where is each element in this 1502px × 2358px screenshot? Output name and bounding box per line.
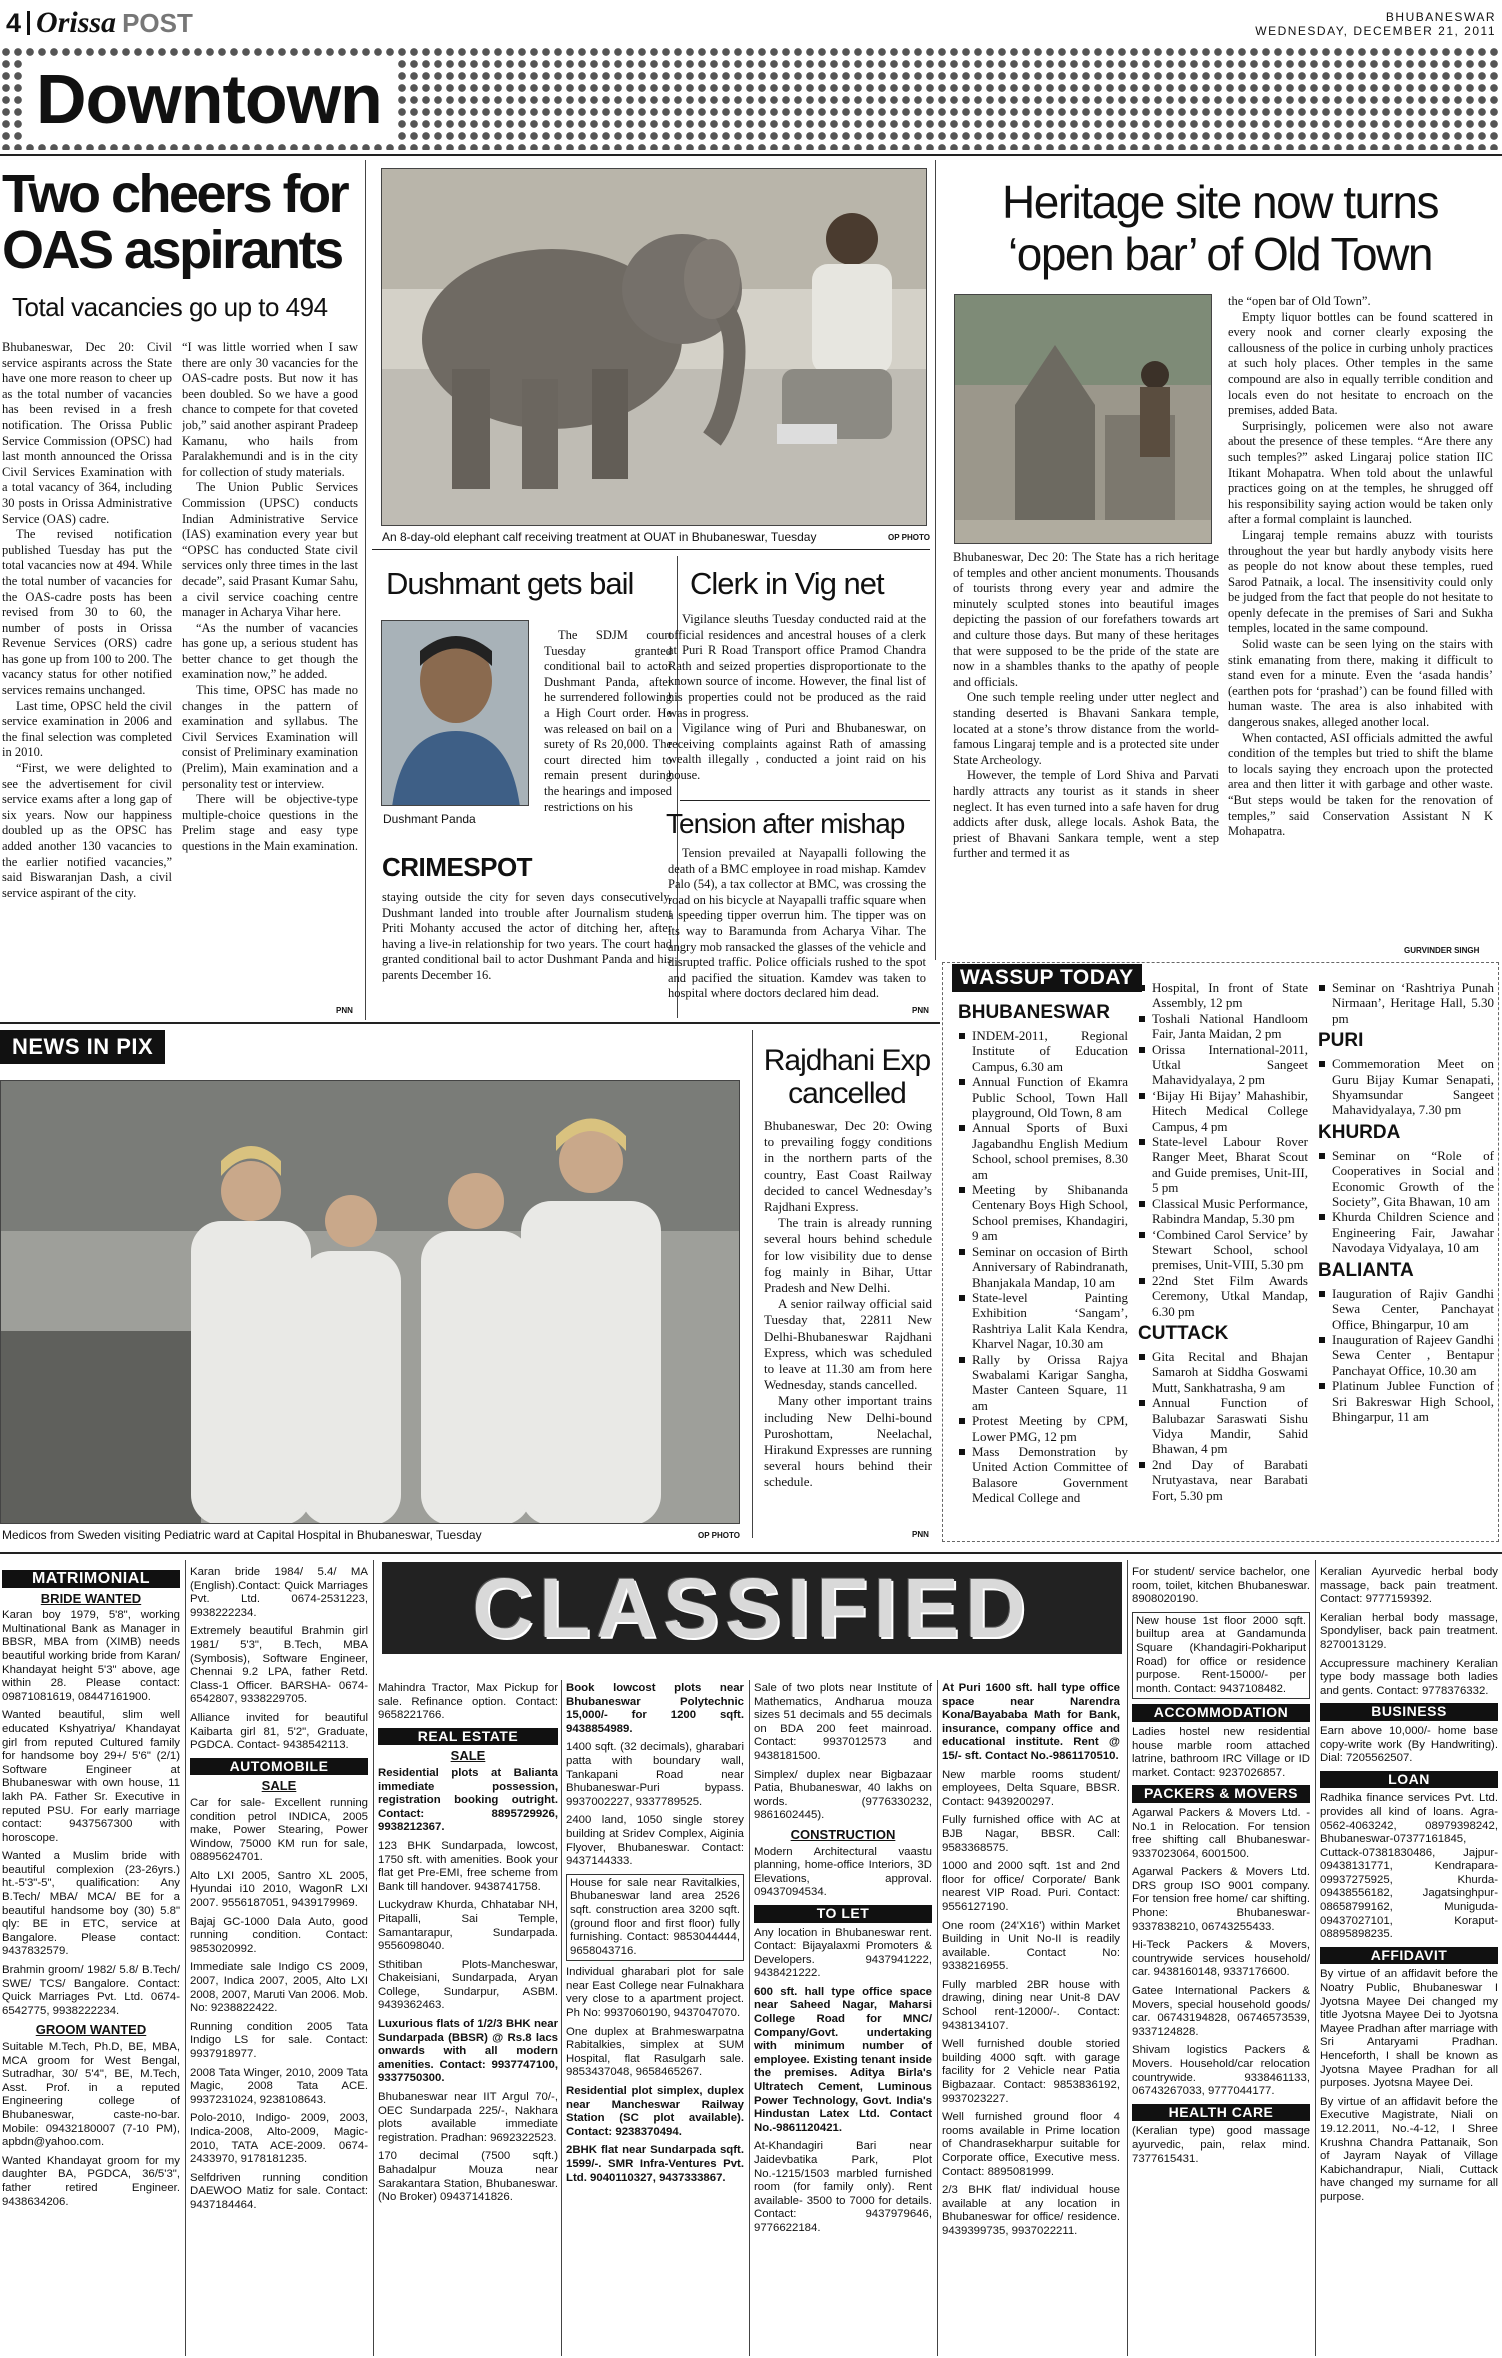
bride-wanted-header: BRIDE WANTED — [40, 1590, 142, 1606]
classified-ad: Suitable M.Tech, Ph.D, BE, MBA, MCA groom for West Bengal, Sutradhar, 30/ 5'4", BE, M.Tech, Asst. Prof. in a reputed Engineering college of Bhubaneswar, caste-no-bar. Mobile: 09432180007 (7-10 PM), apbdn@yahoo.com. — [2, 2041, 180, 2149]
event-item: State-level Labour Rover Ranger Meet, Bharat Scout and Guide premises, Unit-III, 5 pm — [1138, 1134, 1308, 1196]
wassup-place-khurda: KHURDA — [1318, 1121, 1401, 1143]
wassup-column-2 — [1138, 980, 1308, 1540]
wassup-place-cuttack: CUTTACK — [1138, 1322, 1229, 1344]
event-item: Seminar on ‘Rashtriya Punah Nirmaan’, Heritage Hall, 5.30 pm — [1318, 980, 1494, 1026]
sale-header: SALE — [261, 1778, 297, 1794]
classified-ad: Bhubaneswar near IIT Argul 70/-, OEC Sundarpada 225/-, Nakhara plots available immediate registration. Pradhan: 9692322523. — [378, 2091, 558, 2144]
classified-banner-text: CLASSIFIED — [472, 1562, 1032, 1654]
event-item: State-level Painting Exhibition ‘Sangam’, Rashtriya Lalit Kala Kendra, Kharvel Nagar, 10.30 am — [958, 1290, 1128, 1352]
classified-ad: 2008 Tata Winger, 2010, 2009 Tata Magic, 2008 Tata ACE. 9937231024, 9238108643. — [190, 2066, 368, 2106]
classified-ad-boxed: New house 1st floor 2000 sqft. builtup area at Gandamunda Square (Khandagiri-Pokhariput Road) for office or residence purpose. Rent-15000/- per month. Contact: 9437108482. — [1132, 1612, 1310, 1700]
classified-ad: Running condition 2005 Tata Indigo LS for sale. Contact: 9937918977. — [190, 2020, 368, 2060]
paper-name: Orissa — [36, 6, 117, 39]
vig-text: Vigilance sleuths Tuesday conducted raid at the official residences and ancestral houses of a clerk at Puri R Road Transport office Pramod Chandra Rath and seized properties disproportionate to the known source of income. However, the final list of his properties could not be produced as the raid was in progress. Vigilance wing of Puri and Bhubaneswar, on receiving complaints against Rath of amassing wealth illegally , conducted a joint raid on his house. — [668, 612, 926, 782]
classified-ad: Book lowcost plots near Bhubaneswar Polytechnic 15,000/- for 1200 sqft. 9438854989. — [566, 1682, 744, 1735]
wassup-place-balianta: BALIANTA — [1318, 1259, 1414, 1281]
elephant-credit: OP PHOTO — [888, 533, 930, 542]
oas-column-2: “I was little worried when I saw there are only 30 vacancies for the OAS-cadre posts. But now it has been doubled. So we have a good chance to compete for that coveted job,” said another aspirant Pradeep Kamanu, who hails from Paralakhemundi and is in the city for collection of study materials. The Union Public Services Commission (UPSC) conducts Indian Administrative Service (IAS) examination every year but “OPSC has conducted State civil services only three times in the last decade”, said Prasant Kumar Sahu, a civil service coaching centre manager in Acharya Vihar here. “As the number of vacancies has gone up, a serious student has better chance to get though the examination now,” he added. This time, OPSC has made no changes in the pattern of examination and syllabus. The Civil Services Examination will consist of Preliminary examination (Prelim), Main examination and a personality test or interview. There will be objective-type multiple-choice questions in the Prelim stage and easy type questions in the Main examination. — [182, 340, 358, 853]
classified-ad: Karan boy 1979, 5'8", working Multinational Bank as Manager in BBSR, MBA from (XIMB) needs beautiful working bride from Karan/ Khandayat height 5'3" above, age within 28. Please contact: 09871081619, 08447161900. — [2, 1609, 180, 1703]
classified-ad: 2400 land, 1050 single storey building at Sridev Complex, Aiginia Flyover, Bhubaneswar. Contact: 9437144333. — [566, 1814, 744, 1868]
event-item: Toshali National Handloom Fair, Janta Maidan, 2 pm — [1138, 1011, 1308, 1042]
classified-ad: Sthitiban Plots-Mancheswar, Chakeisiani, Sundarpada, Aryan College, Sundarpur, ASBM. 9439362463. — [378, 1958, 558, 2012]
classified-ad: Karan bride 1984/ 5.4/ MA (English).Contact: Quick Marriages Pvt. Ltd. 0674-2531223, 9938222234. — [190, 1566, 368, 1619]
event-item: Annual Function of Balubazar Saraswati Sishu Vidya Mandir, Sahid Bhawan, 4 pm — [1138, 1395, 1308, 1457]
event-item: INDEM-2011, Regional Institute of Education Campus, 6.30 am — [958, 1028, 1128, 1074]
elephant-photo-illustration — [382, 169, 927, 526]
sale-header: SALE — [450, 1748, 486, 1764]
classified-ad: Accupressure machinery Keralian type body massage both ladies and gents. Contact: 9778376332. — [1320, 1657, 1498, 1697]
classified-ad: Earn above 10,000/- home base copy-write work (By Handwriting). Dial: 7205562507. — [1320, 1724, 1498, 1765]
dushmant-caption: Dushmant Panda — [383, 812, 476, 826]
classified-ad: Mahindra Tractor, Max Pickup for sale. Refinance option. Contact: 9658221766. — [378, 1682, 558, 1722]
classified-ad: By virtue of an affidavit before the Executive Magistrate, Niali on 19.12.2011, No.-4-12, I Shree Krushna Chandra Pattanaik, Son of Jayram Nayak of Village Kabichandrapur, Niali, Cuttack have changed my surname for all purpose. — [1320, 2095, 1498, 2203]
classified-ad: Simplex/ duplex near Bigbazaar Patia, Bhubaneswar, 40 lakhs on words. (9776330232, 9861602445). — [754, 1768, 932, 1822]
temple-photo — [954, 294, 1212, 544]
classified-ad: Selfdriven running condition DAEWOO Matiz for sale. Contact: 9437184464. — [190, 2171, 368, 2211]
wassup-place-bhubaneswar: BHUBANESWAR — [958, 1002, 1110, 1023]
classified-ad: Fully marbled 2BR house with drawing, dining near Unit-8 DAV School rent-12000/-. Contact: 9438134107. — [942, 1978, 1120, 2032]
classified-ad: Individual gharabari plot for sale near East College near Fulnakhara very close to a apartment project. Ph No: 9937060190, 9437047070. — [566, 1966, 744, 2020]
classified-ad: Wanted Khandayat groom for my daughter BA, PGDCA, 36/5'3", father retired Engineer. 9438634206. — [2, 2154, 180, 2208]
classified-col-2 — [190, 1566, 368, 2356]
classified-ad: One room (24'X16') within Market Building in Unit No-II is readily available. Contact No: 9338216955. — [942, 1919, 1120, 1973]
classified-ad: (Keralian type) good massage ayurvedic, pain, relax mind. 7377615431. — [1132, 2125, 1310, 2165]
classified-col-3 — [378, 1682, 558, 2356]
classified-ad: Modern Architectural vaastu planning, home-office Interiors, 3D Elevations, approval. 09437094534. — [754, 1845, 932, 1899]
page-number: 4 — [6, 7, 22, 38]
oas-credit: PNN — [336, 1006, 353, 1015]
classified-ad: Gatee International Packers & Movers, special household goods/ car. 06743194828, 06746573539, 9337124828. — [1132, 1985, 1310, 2038]
automobile-header: AUTOMOBILE — [190, 1758, 368, 1776]
classified-ad: Luckydraw Khurda, Chhatabar NH, Pitapalli, Sai Temple, Samantarapur, Sundarpada. 9556098040. — [378, 1899, 558, 1953]
classified-col-1 — [2, 1566, 180, 2356]
classified-col-5 — [754, 1682, 932, 2356]
classified-col-7 — [1132, 1566, 1310, 2356]
classified-ad: Bajaj GC-1000 Dala Auto, good running condition. Contact: 9853020992. — [190, 1915, 368, 1955]
classified-ad: Polo-2010, Indigo- 2009, 2003, Indica-2008, Alto-2009, Magic-2010, TATA ACE-2009. 0674-2433970, 9178181235. — [190, 2112, 368, 2166]
elephant-photo — [381, 168, 927, 526]
classified-ad: Sale of two plots near Institute of Mathematics, Andharua mouza sizes 51 decimals and 55 decimals on BDA 200 feet mainroad. Contact: 9937012573 and 9438181500. — [754, 1682, 932, 1762]
classified-banner — [382, 1562, 1122, 1654]
tension-headline: Tension after mishap — [666, 808, 905, 839]
classified-ad: Brahmin groom/ 1982/ 5.8/ B.Tech/ SWE/ TCS/ Bangalore. Contact: Quick Marriages Pvt. Ltd. 0674-6542775, 9938222234. — [2, 1964, 180, 2017]
classified-ad: Fully furnished office with AC at BJB Nagar, BBSR. Call: 9583368575. — [942, 1814, 1120, 1854]
classified-ad: Ladies hostel new residential house marble room attached latrine, bathroom IRC Village or ID market. Contact: 9237026857. — [1132, 1725, 1310, 1779]
event-item: ‘Combined Carol Service’ by Stewart School, school premises, Unit-VIII, 5.30 pm — [1138, 1227, 1308, 1273]
event-item: Meeting by Shibananda Centenary Boys High School, School premises, Khandagiri, 9 am — [958, 1182, 1128, 1244]
classified-ad-boxed: House for sale near Ravitalkies, Bhubaneswar land area 2526 sqft. construction area 3200 sqft. (ground floor and first floor) fully furnishing. Contact: 9853044444, 9658043716. — [566, 1874, 744, 1962]
classified-ad: 600 sft. hall type office space near Saheed Nagar, Maharsi College Road for MNC/ Company/Govt. undertaking with minimum number of employee. Existing tenant inside the premises. Aditya Birla's Ultratech Cement, Luminous Power Technology, Govt. India's Hindustan Latex Ltd. Contact No.-9861120421. — [754, 1985, 932, 2134]
classified-ad: Well furnished double storied building 4000 sqft. with garage facility for 2 Vehicle near Patia Bigbazaar. Contact: 9853836192, 9937023227. — [942, 2038, 1120, 2105]
rajdhani-text: Bhubaneswar, Dec 20: Owing to prevailing foggy conditions in the northern parts of the country, East Coast Railway decided to cancel Wednesday’s Rajdhani Express. The train is already running several hours behind schedule for low visibility due to dense fog mainly in Bihar, Uttar Pradesh and New Delhi. A senior railway official said Tuesday that, 22811 New Delhi-Bhubaneswar Rajdhani Express, which was scheduled to leave at 11.30 am from here Wednesday, stands cancelled. Many other important trains including New Delhi-bound Puroshottam, Neelachal, Hirakund Expresses are running several hours behind their schedule. — [764, 1118, 932, 1490]
classified-col-4 — [566, 1682, 744, 2356]
classified-ad: For student/ service bachelor, one room, toilet, kitchen Bhubaneswar. 8908020190. — [1132, 1566, 1310, 1606]
classified-ad: Radhika finance services Pvt. Ltd. provides all kind of loans. Agra-0562-4063242, 08979398242, Bhubaneswar-07377161845, Cuttack-07381830486, Jajpur-09438131771, Kendrapara-09937275925, Khurda-09438556182, Jagatsinghpur-08658799162, Muniguda-09437027101, Koraput-08895898235. — [1320, 1792, 1498, 1941]
medicos-caption: Medicos from Sweden visiting Pediatric ward at Capital Hospital in Bhubaneswar, Tuesday — [2, 1528, 482, 1542]
classified-ad: Well furnished ground floor 4 rooms available in Prime location of Chandrasekharpur suitable for Corporate office, Executive mess. Contact: 8895081999. — [942, 2111, 1120, 2178]
dushmant-photo — [381, 620, 529, 806]
classified-ad: Agarwal Packers & Movers Ltd. - No.1 in Relocation. For tension free shifting call Bhubaneswar- 9337023064, 6001500. — [1132, 1806, 1310, 1860]
affidavit-header: AFFIDAVIT — [1320, 1947, 1498, 1965]
newsinpix-label: NEWS IN PIX — [0, 1030, 165, 1064]
packers-header: PACKERS & MOVERS — [1132, 1785, 1310, 1803]
classified-col-8 — [1320, 1566, 1498, 2356]
event-item: Protest Meeting by CPM, Lower PMG, 12 pm — [958, 1413, 1128, 1444]
classified-ad: 1000 and 2000 sqft. 1st and 2nd floor for office/ Corporate/ Bank nearest VIP Road. Puri. Contact: 9556127190. — [942, 1860, 1120, 1913]
classified-ad: Shivam logistics Packers & Movers. Household/car relocation countrywide. 9338461133, 06743267033, 9777044177. — [1132, 2044, 1310, 2098]
elephant-caption: An 8-day-old elephant calf receiving treatment at OUAT in Bhubaneswar, Tuesday — [382, 530, 817, 544]
wassup-label: WASSUP TODAY — [952, 964, 1142, 992]
oas-column-1: Bhubaneswar, Dec 20: Civil service aspirants across the State have one more reason to cheer up as the total number of vacancies has been revised in a fresh notification. The Orissa Public Service Commission (OPSC) had last month announced the Orissa Civil Services Examination with a total vacancy of 364, including 30 posts in Orissa Administrative Service (OAS) cadre. The revised notification published Tuesday has put the total vacancies now at 494. While the total number of vacancies for the OAS-cadre posts has been revised from 30 to 60, the number of posts in Orissa Revenue Services (ORS) cadre has gone up from 100 to 200. The vacancy status for other notified services remains unchanged. Last time, OPSC held the civil service examination in 2006 and the final selection was completed in 2010. “First, we were delighted to see the advertisement for civil service exams after a long gap of six years. Now our happiness doubled up as the OPSC has added another 130 vacancies to the earlier notified vacancies,” said Biswaranjan Dash, a civil service aspirant of the city. — [2, 340, 172, 900]
heritage-column-right: the “open bar of Old Town”. Empty liquor bottles can be found scattered in every nook and corner clearly exposing the callousness of the police in curbing unholy practices at such holy places. Other temples in the same compound are also in equally terrible condition and locals even do not hesitate to encroach on the premises, added Bata. Surprisingly, policemen were also not aware about the presence of these temples. “Are there any such temples?” asked Lingaraj police station IIC Itikant Mohapatra. When told about the unlawful practices going on at the temples, he shrugged off his responsibility saying action would be taken only after a formal complaint is launched. Lingaraj temple remains abuzz with tourists throughout the year but hardly anybody visits here as people do not know about these temples, rued Sarod Patnaik, a local. The insensitivity could only be judged from the fact that people do not hesitate to openly defecate in the premises of Sari and Sukha temples, located in the same compound. Solid waste can be seen lying on the stairs with stink emanating from there, making it difficult to stand even for a minute. Even the ‘asada handis’ (earthen pots for ‘prashad’) can be found filled with human waste. The area is also inhabited with dangerous snakes, alleged another local. When contacted, ASI officials admitted the awful condition of the temples but tried to shift the blame to locals saying they encroach upon the protected area and then litter it with garbage and other waste. “But steps would be taken for the renovation of temples,” said Conservation Assistant N K Mohapatra. — [1228, 294, 1493, 839]
classified-ad: 123 BHK Sundarpada, lowcost, 1750 sft. with amenities. Book your flat get Pre-EMI, free scheme from Bank till handover. 9438741758. — [378, 1839, 558, 1893]
classified-ad: 2/3 BHK flat/ individual house available at any location in Bhubaneswar for office/ residence. 9439399735, 9937022211. — [942, 2184, 1120, 2237]
dateline-city: BHUBANESWAR — [1385, 10, 1496, 24]
real-estate-header: REAL ESTATE — [378, 1728, 558, 1746]
event-item: ‘Bijay Hi Bijay’ Mahashibir, Hitech Medical College Campus, 4 pm — [1138, 1088, 1308, 1134]
tension-credit: PNN — [912, 1006, 929, 1015]
tension-text: Tension prevailed at Nayapalli following the death of a BMC employee in road mishap. Kamdev Palo (54), a tax collector at BMC, was crossing the road on his bicycle at Nayapalli traffic square when a speeding tipper overrun him. The tipper was on its way to Baramunda from Acharya Vihar. The angry mob ransacked the glasses of the vehicle and disrupted traffic. Police officials rushed to the spot and pacified the situation. Kamdev was taken to hospital where doctors declared him dead. — [668, 846, 926, 1001]
classified-ad: Keralian Ayurvedic herbal body massage, back pain treatment. Contact: 9777159392. — [1320, 1566, 1498, 1606]
business-header: BUSINESS — [1320, 1703, 1498, 1721]
oas-headline: Two cheers for OAS aspirants — [2, 164, 348, 280]
classified-ad: Any location in Bhubaneswar rent. Contact: Bijayalaxmi Promoters & Developers. 9437941222, 9438421222. — [754, 1926, 932, 1980]
rajdhani-credit: PNN — [912, 1530, 929, 1539]
classified-ad: Alto LXI 2005, Santro XL 2005, Hyundai i10 2010, WagonR LXI 2007. 9556187051, 9439179969. — [190, 1869, 368, 1910]
matrimonial-header: MATRIMONIAL — [2, 1570, 180, 1588]
event-item: Annual Function of Ekamra Public School, Town Hall playground, Old Town, 8 am — [958, 1074, 1128, 1120]
event-item: Gita Recital and Bhajan Samaroh at Siddha Goswami Mutt, Sankhatrasha, 9 am — [1138, 1349, 1308, 1395]
classified-ad: At Puri 1600 sft. hall type office space near Narendra Kona/Bayababa Math for Bank, insurance, company office and educational institute. Rent @ 15/- sft. Contact No.-9861170510. — [942, 1682, 1120, 1762]
event-item: Hospital, In front of State Assembly, 12 pm — [1138, 980, 1308, 1011]
to-let-header: TO LET — [754, 1905, 932, 1923]
classified-ad: At-Khandagiri Bari near Jaidevbatika Park, Plot No.-1215/1503 marbled furnished room (for family only). Rent available- 3500 to 7000 for details. Contact: 9437979646, 9776622184. — [754, 2140, 932, 2234]
classified-ad: Keralian herbal body massage, Spondyliser, back pain treatment. 8270013129. — [1320, 1611, 1498, 1651]
event-item: Orissa International-2011, Utkal Sangeet Mahavidyalaya, 2 pm — [1138, 1042, 1308, 1088]
classified-ad: Alliance invited for beautiful Kaibarta girl 81, 5'2", Graduate, PGDCA. Contact- 9438542113. — [190, 1711, 368, 1752]
classified-ad: Car for sale- Excellent running condition petrol INDICA, 2005 make, Power Stearing, Power Window, 75000 KM run for sale, 08895624701. — [190, 1796, 368, 1864]
bail-text-top: The SDJM court Tuesday granted conditional bail to actor Dushmant Panda, after he surrendered following a High Court order. He was released on bail on a surety of Rs 20,000. The court directed him to remain present during the hearings and imposed restrictions on his — [544, 628, 672, 814]
medicos-credit: OP PHOTO — [698, 1531, 740, 1540]
classified-ad: Wanted a Muslim bride with beautiful complexion (23-26yrs.) ht.-5'3"-5", qualification: Any B.Tech/ MBA/ MCA/ BE for a beautiful handsome boy (30) 5.8" qly: BE in ETC, service at Bangalore. Please contact: 9437832579. — [2, 1850, 180, 1958]
classified-ad: Extremely beautiful Brahmin girl 1981/ 5'3", B.Tech, MBA (Symbosis), Software Engineer, Chennai 9.2 LPA, father Retd. Class-1 Officer. BARSHA- 0674-6542807, 9338229705. — [190, 1625, 368, 1706]
event-item: Annual Sports of Buxi Jagabandhu English Medium School, school premises, 8.30 am — [958, 1120, 1128, 1182]
event-item: Platinum Jublee Function of Sri Bakreswar High School, Bhingarpur, 11 am — [1318, 1378, 1494, 1424]
classified-ad: Residential plot simplex, duplex near Mancheswar Railway Station (SC plot available). Contact: 9238370494. — [566, 2085, 744, 2138]
event-item: Rally by Orissa Rajya Swabalami Karigar Sangha, Master Canteen Square, 11 am — [958, 1352, 1128, 1414]
classified-ad: Immediate sale Indigo CS 2009, 2007, Indica 2007, 2005, Alto LXI 2008, 2007, Maruti Van 2006. Mob. No: 9238822422. — [190, 1961, 368, 2015]
loan-header: LOAN — [1320, 1771, 1498, 1789]
classified-col-6 — [942, 1682, 1120, 2356]
classified-ad: 1400 sqft. (32 decimals), gharabari patta with boundary wall, Tankapani Road near Bhubaneswar-Puri bypass. 9937002227, 9337789525. — [566, 1741, 744, 1808]
oas-subhead: Total vacancies go up to 494 — [12, 292, 328, 322]
masthead — [0, 0, 1502, 40]
heritage-column-left: Bhubaneswar, Dec 20: The State has a rich heritage of temples and other ancient monuments. Thousands of tourists throng every year and admire the minutely sculpted stones into beautiful images depicting the passion of our forefathers towards art and culture those days. But many of these heritages that were supposed to be the pride of the state are now in a shambles thanks to the apathy of people and officials. One such temple reeling under utter neglect and standing deserted is Bhavani Sankara temple, located at a stone’s throw distance from the world-famous Lingaraj temple and is a protected site under State Archeology. However, the temple of Lord Shiva and Parvati hardly attracts any tourist as it stands in sheer neglect. It has even turned into a safe haven for drug addicts after dusk, allege locals. Ashok Bata, the priest of Bhavani Sankara temple, went a step further and termed it as — [953, 550, 1219, 861]
classified-ad: One duplex at Brahmeswarpatna Rabitalkies, simplex at SUM Hospital, flat Rasulgarh sale. 9853437048, 9658465267. — [566, 2025, 744, 2079]
health-care-header: HEALTH CARE — [1132, 2104, 1310, 2122]
bail-headline: Dushmant gets bail — [386, 566, 634, 601]
event-item: Classical Music Performance, Rabindra Mandap, 5.30 pm — [1138, 1196, 1308, 1227]
classified-ad: Wanted beautiful, slim well educated Kshyatriya/ Khandayat girl from reputed Cultured family for handsome boy 29+/ 5'6" (2/1) Software Engineer at Bhubaneswar with own house, 11 lakh PA. Father Sr. Executive in reputed PSU. For early marriage contact: 9437567300 with horoscope. — [2, 1709, 180, 1844]
groom-wanted-header: GROOM WANTED — [35, 2022, 147, 2038]
construction-header: CONSTRUCTION — [790, 1826, 896, 1842]
wassup-column-1 — [958, 998, 1128, 1540]
crimespot-logo: CRIMESPOT — [382, 852, 533, 882]
classified-ad: Luxurious flats of 1/2/3 BHK near Sundarpada (BBSR) @ Rs.8 lacs onwards with all modern amenities. Contact: 9937747100, 9337750300. — [378, 2018, 558, 2085]
heritage-headline: Heritage site now turns ‘open bar’ of Old Town — [1002, 176, 1438, 280]
medicos-photo — [0, 1080, 740, 1524]
heritage-byline: GURVINDER SINGH — [1404, 946, 1480, 955]
event-item: Inauguration of Rajeev Gandhi Sewa Center , Bentapur Panchayat Office, 10.30 am — [1318, 1332, 1494, 1378]
event-item: Khurda Children Science and Engineering Fair, Jawahar Navodaya Vidyalaya, 10 am — [1318, 1209, 1494, 1255]
classified-ad: Residential plots at Balianta immediate possession, registration booking outright. Contact: 8895729926, 9938212367. — [378, 1766, 558, 1834]
classified-ad: Hi-Teck Packers & Movers, countrywide services household/ car. 9438160148, 9337176600. — [1132, 1939, 1310, 1979]
paper-section: POST — [122, 7, 193, 38]
event-item: 2nd Day of Barabati Nrutyastava, near Barabati Fort, 5.30 pm — [1138, 1457, 1308, 1503]
dushmant-portrait — [382, 621, 529, 806]
bail-text-bottom: staying outside the city for seven days consecutively. Dushmant landed into trouble after Journalism student Priti Mohanty accused the actor of ditching her, after having a live-in relationship for two years. The court had granted conditional bail to actor Dushmant Panda and his parents December 16. — [382, 890, 672, 982]
dateline-date: WEDNESDAY, DECEMBER 21, 2011 — [1255, 24, 1496, 38]
medicos-illustration — [1, 1081, 740, 1524]
event-item: Iauguration of Rajiv Gandhi Sewa Center, Panchayat Office, Bhingarpur, 10 am — [1318, 1286, 1494, 1332]
event-item: Seminar on occasion of Birth Anniversary of Rabindranath, Bhanjakala Mandap, 10 am — [958, 1244, 1128, 1290]
wassup-place-puri: PURI — [1318, 1030, 1364, 1052]
event-item: 22nd Stet Film Awards Ceremony, Utkal Mandap, 6.30 pm — [1138, 1273, 1308, 1319]
classified-ad: By virtue of an affidavit before the Noatry Public, Bhubaneswar I Jyotsna Mayee Dei changed my title Jyotsna Mayee Dei to Jyotsna Mayee Pradhan after marriage with Sri Antaryami Pradhan. Henceforth, I shall be known as Jyotsna Mayee Pradhan for all purposes. Jyotsna Mayee Dei. — [1320, 1968, 1498, 2090]
temple-illustration — [955, 295, 1212, 544]
classified-ad: New marble rooms student/ employees, Delta Square, BBSR. Contact: 9439200297. — [942, 1768, 1120, 1808]
event-item: Mass Demonstration by United Action Committee of Balasore Government Medical College and — [958, 1444, 1128, 1506]
event-item: Commemoration Meet on Guru Bijay Kumar Senapati, Shyamsundar Sangeet Mahavidyalaya, 7.30 pm — [1318, 1056, 1494, 1118]
wassup-column-3 — [1318, 980, 1494, 1540]
classified-ad: 2BHK flat near Sundarpada sqft. 1599/-. SMR Infra-Ventures Pvt. Ltd. 9040110327, 9437333867. — [566, 2144, 744, 2184]
classified-ad: 170 decimal (7500 sqft.) Bahadalpur Mouza near Sarakantara Station, Bhubaneswar. (No Broker) 09437141826. — [378, 2150, 558, 2204]
event-item: Seminar on “Role of Cooperatives in Social and Economic Growth of the Society”, Gita Bhawan, 10 am — [1318, 1148, 1494, 1210]
vig-headline: Clerk in Vig net — [690, 566, 884, 601]
accommodation-header: ACCOMMODATION — [1132, 1704, 1310, 1722]
rajdhani-headline: Rajdhani Exp cancelled — [763, 1044, 931, 1110]
page-title: Downtown — [22, 58, 396, 140]
classified-ad: Agarwal Packers & Movers Ltd. DRS group ISO 9001 company. For tension free home/ car shifting. Phone: Bhubaneswar- 9337838210, 06743255433. — [1132, 1866, 1310, 1933]
